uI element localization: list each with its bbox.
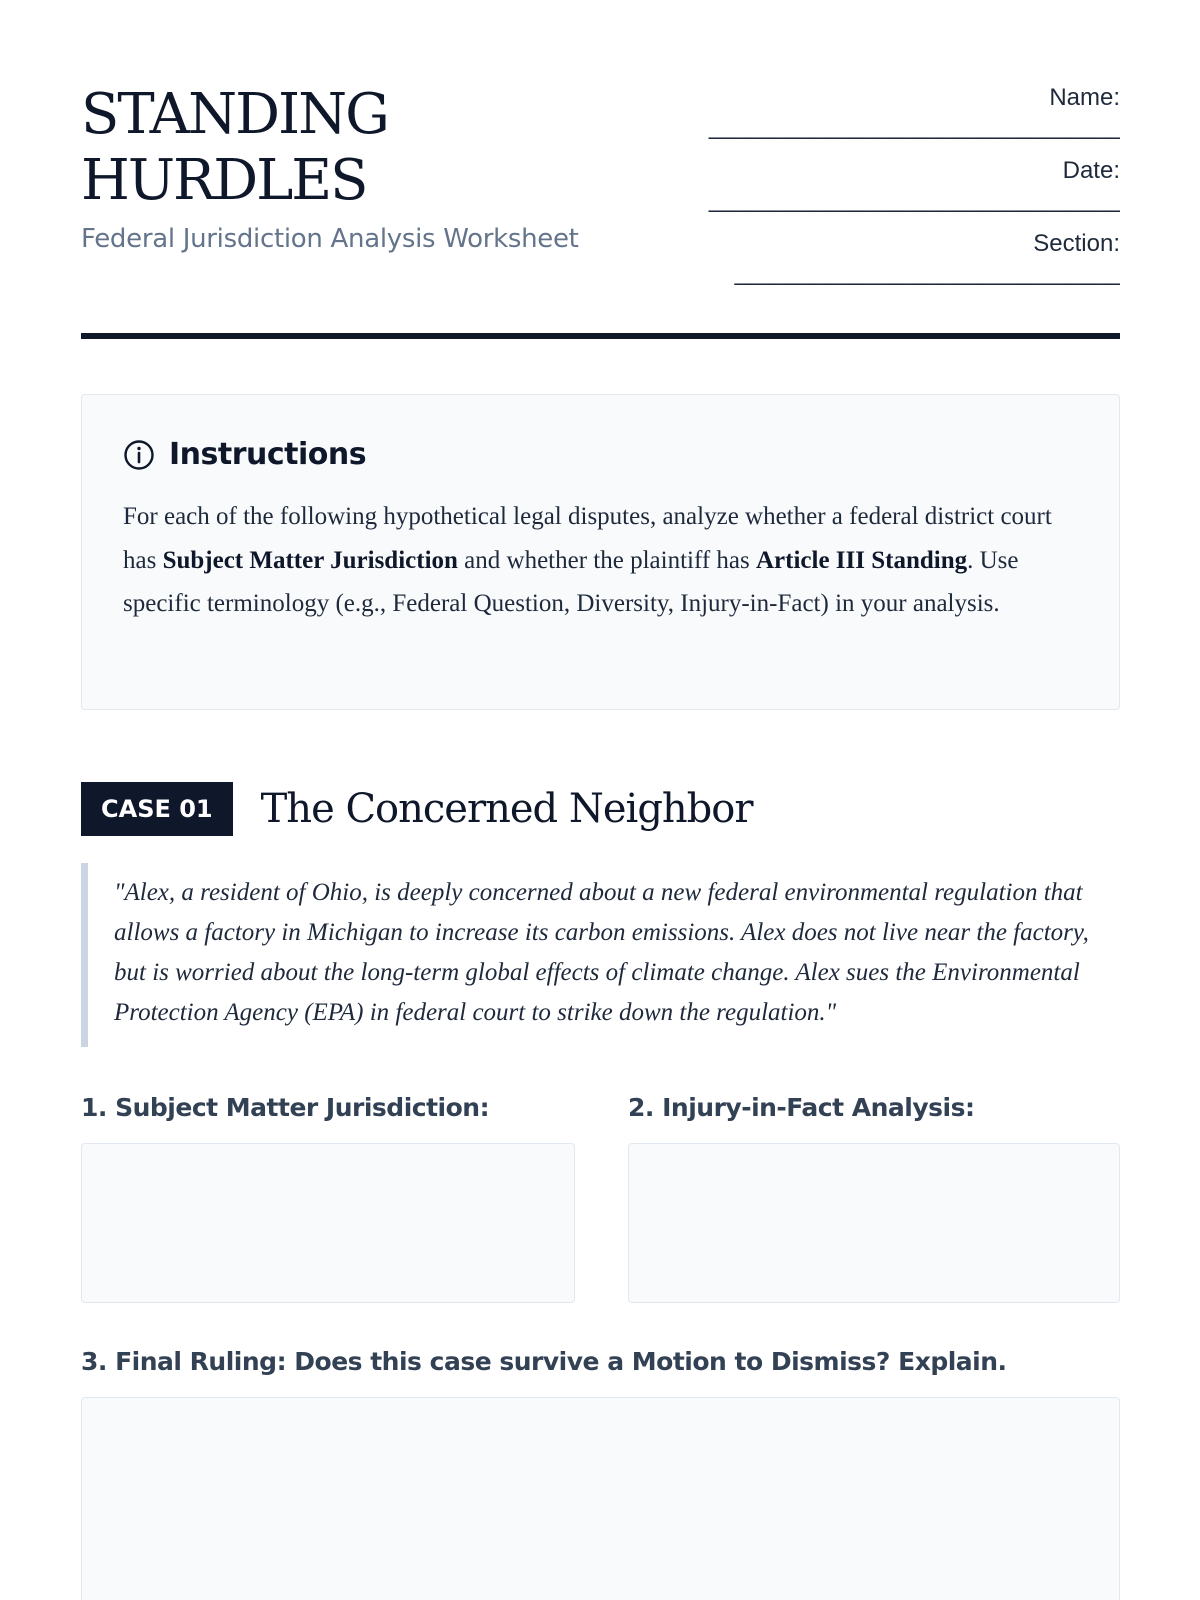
title-line-2: HURDLES [81, 148, 367, 213]
question-1-label: 1. Subject Matter Jurisdiction: [81, 1093, 490, 1122]
question-3-label: 3. Final Ruling: Does this case survive a Motion to Dismiss? Explain. [81, 1347, 1007, 1376]
instructions-bold-standing: Article III Standing [755, 546, 968, 574]
case-title: The Concerned Neighbor [260, 786, 753, 832]
case-scenario-quote: "Alex, a resident of Ohio, is deeply concerned about a new federal environmental regulation that allows a factory in Michigan to increase its carbon emissions. Alex does not live near the factory, but is worried about the long-term global effects of climate change. Alex sues the Environmental Protection Agency (EPA) in federal court to strike down the regulation." [81, 863, 1120, 1047]
instructions-panel [81, 394, 1120, 710]
question-1-answer-box[interactable] [81, 1143, 575, 1303]
instructions-text-part-1: For each of the following hypothetical legal disputes, analyze whether a federal district court has [123, 503, 1052, 574]
instructions-text-part-2: and whether the plaintiff has [457, 546, 756, 574]
instructions-text [123, 495, 1083, 626]
section-field[interactable] [640, 228, 1120, 301]
date-blank-line[interactable]: ________________________________ [708, 187, 1120, 213]
case-heading [81, 782, 753, 836]
worksheet-title [81, 82, 601, 214]
date-field[interactable] [640, 155, 1120, 228]
header-divider [81, 333, 1120, 339]
name-label: Name: [1049, 84, 1120, 111]
case-number-badge: CASE 01 [81, 782, 233, 836]
instructions-title: Instructions [169, 437, 367, 472]
worksheet-subtitle: Federal Jurisdiction Analysis Worksheet [81, 224, 579, 254]
date-label: Date: [1062, 157, 1120, 184]
question-3-answer-box[interactable] [81, 1397, 1120, 1600]
instructions-bold-smj: Subject Matter Jurisdiction [162, 546, 458, 574]
section-blank-line[interactable]: ______________________________ [734, 260, 1120, 286]
name-blank-line[interactable]: ________________________________ [708, 114, 1120, 140]
question-2-answer-box[interactable] [628, 1143, 1120, 1303]
worksheet-page [81, 0, 1120, 1600]
student-info-fields [640, 82, 1120, 301]
worksheet-header [81, 0, 1120, 340]
name-field[interactable] [640, 82, 1120, 155]
info-circle-icon [123, 439, 155, 471]
section-label: Section: [1033, 230, 1120, 257]
question-2-label: 2. Injury-in-Fact Analysis: [628, 1093, 975, 1122]
title-line-1: STANDING [81, 82, 388, 147]
instructions-text-part-3: . Use specific terminology (e.g., Federal Question, Diversity, Injury-in-Fact) in your analysis. [123, 546, 1019, 617]
instructions-heading [123, 437, 366, 472]
